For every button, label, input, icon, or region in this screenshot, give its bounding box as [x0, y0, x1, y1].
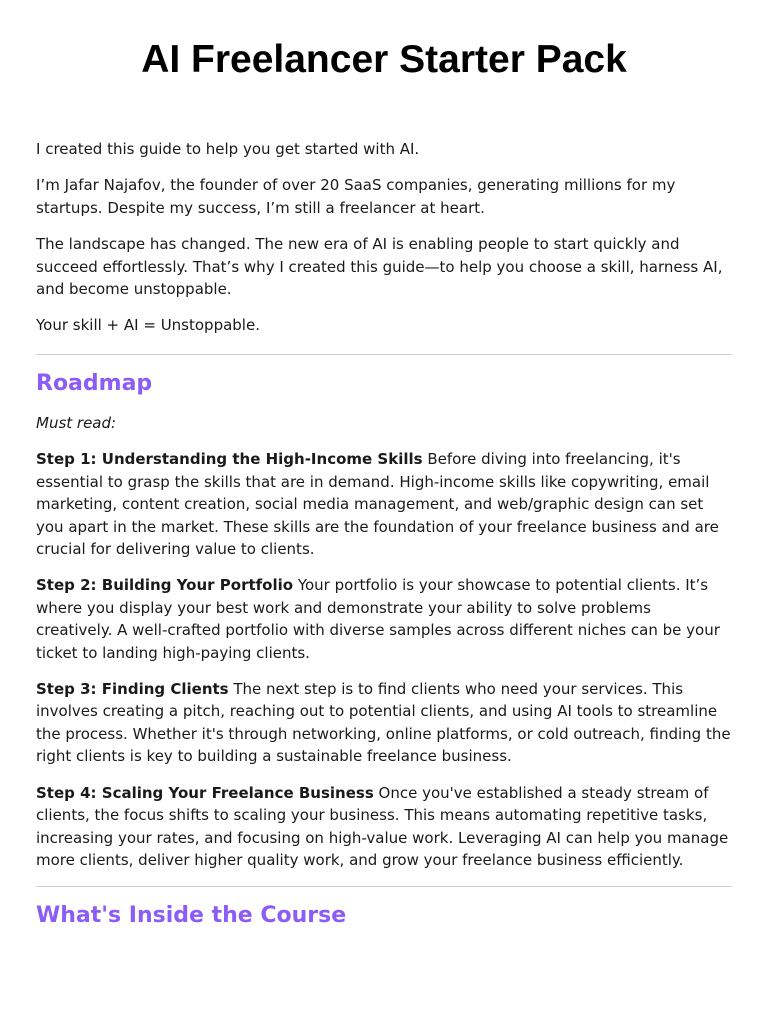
intro-paragraph: The landscape has changed. The new era of AI is enabling people to start quickly and succeed effortlessly. That’s why I created this guide—to help you choose a skill, harness AI, and become unstoppable.	[36, 235, 723, 299]
step-title: Step 3: Finding Clients	[36, 680, 229, 699]
step-text: Before diving into freelancing, it's essential to grasp the skills that are in demand. High-income skills like copywriting, email marketing, content creation, social media management, and web/graphic design can set you apart in the market. These skills are the foundation of your freelance business and are crucial for delivering value to clients.	[36, 450, 719, 559]
must-read-label: Must read:	[36, 414, 117, 432]
section-divider	[36, 886, 732, 887]
course-heading: What's Inside the Course	[36, 903, 347, 928]
roadmap-heading: Roadmap	[36, 371, 153, 396]
roadmap-step	[36, 782, 732, 872]
roadmap-step	[36, 574, 732, 664]
section-divider	[36, 354, 732, 355]
step-title: Step 1: Understanding the High-Income Skills	[36, 450, 423, 469]
step-text: Once you've established a steady stream of clients, the focus shifts to scaling your business. This means automating repetitive tasks, increasing your rates, and focusing on high-value work. Leveraging AI can help you manage more clients, deliver higher quality work, and grow your freelance business efficiently.	[36, 783, 729, 869]
intro-paragraph: I’m Jafar Najafov, the founder of over 20 SaaS companies, generating millions for my startups. Despite my success, I’m still a freelancer at heart.	[36, 176, 676, 217]
intro-paragraph: Your skill + AI = Unstoppable.	[36, 316, 260, 335]
intro-paragraph: I created this guide to help you get started with AI.	[36, 140, 420, 158]
roadmap-section	[36, 412, 732, 885]
step-title: Step 4: Scaling Your Freelance Business	[36, 783, 374, 802]
page-title: AI Freelancer Starter Pack	[141, 38, 627, 81]
roadmap-step	[36, 678, 732, 768]
roadmap-step	[36, 448, 732, 560]
intro-section	[36, 138, 732, 351]
step-text: Your portfolio is your showcase to potential clients. It’s where you display your best work and demonstrate your ability to solve problems creatively. A well-crafted portfolio with diverse samples across different niches can be your ticket to landing high-paying clients.	[36, 576, 720, 662]
step-text: The next step is to find clients who need your services. This involves creating a pitch, reaching out to potential clients, and using AI tools to streamline the process. Whether it's through networking, online platforms, or cold outreach, finding the right clients is key to building a sustainable freelance business.	[36, 680, 731, 766]
step-title: Step 2: Building Your Portfolio	[36, 576, 294, 595]
